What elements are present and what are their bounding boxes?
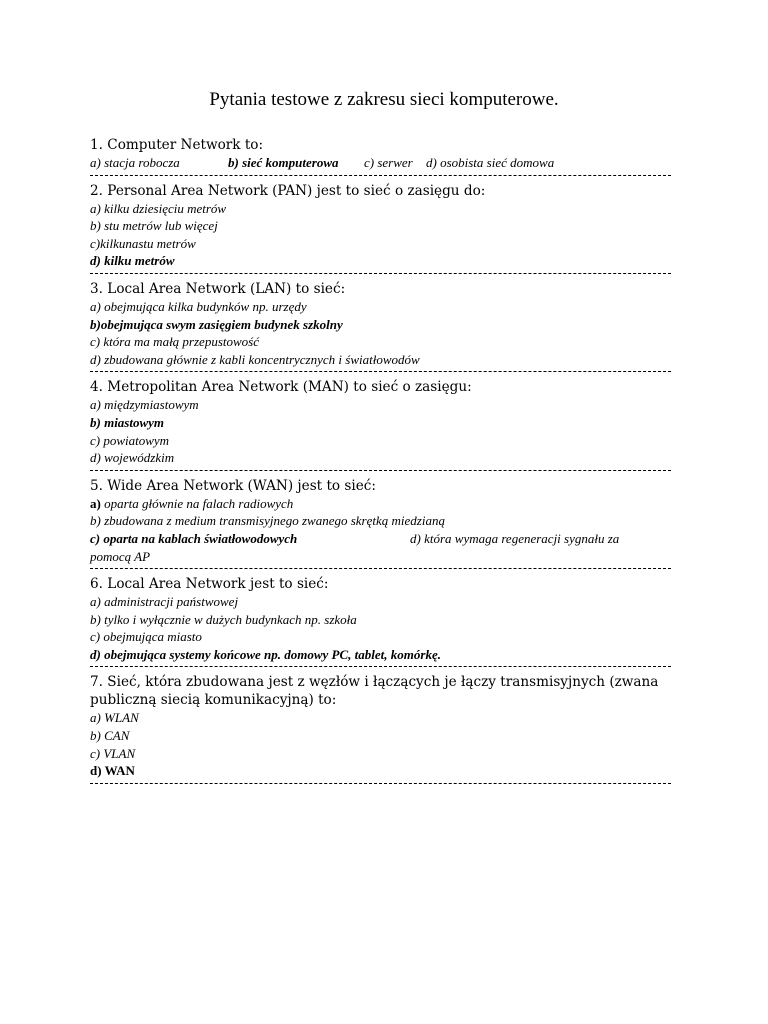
answer-c: c) VLAN bbox=[90, 745, 136, 761]
answer-a: a) kilku dziesięciu metrów bbox=[90, 200, 227, 216]
answer-d-continuation: pomocą AP bbox=[90, 548, 151, 564]
question-text: 3. Local Area Network (LAN) to sieć: bbox=[90, 280, 346, 297]
answer-c-correct: c) oparta na kablach światłowodowych bbox=[90, 530, 298, 546]
question-text: 6. Local Area Network jest to sieć: bbox=[90, 576, 329, 593]
answer-b: b) zbudowana z medium transmisyjnego zwanego skrętką miedzianą bbox=[90, 513, 445, 529]
answer-a-text: oparta głównie na falach radiowych bbox=[100, 495, 294, 511]
answer-d: d) zbudowana głównie z kabli koncentrycznych i światłowodów bbox=[90, 351, 420, 367]
question-text: 4. Metropolitan Area Network (MAN) to sieć o zasięgu: bbox=[90, 379, 472, 396]
answer-c: c) obejmująca miasto bbox=[90, 629, 202, 645]
answer-d-correct: d) obejmująca systemy końcowe np. domowy PC, tablet, komórkę. bbox=[90, 646, 441, 662]
question-text: 5. Wide Area Network (WAN) jest to sieć: bbox=[90, 477, 376, 494]
answer-d-correct: d) kilku metrów bbox=[90, 253, 175, 269]
question-text: 7. Sieć, która zbudowana jest z węzłów i łączących je łączy transmisyjnych (zwana publiczną siecią komunikacyjną) to: bbox=[90, 674, 659, 709]
separator-line bbox=[90, 666, 671, 667]
question-3 bbox=[90, 280, 680, 372]
question-1 bbox=[90, 136, 680, 176]
answer-d: d) wojewódzkim bbox=[90, 450, 175, 466]
answer-d: d) osobista sieć domowa bbox=[426, 155, 555, 170]
answer-d-correct: d) WAN bbox=[90, 763, 135, 779]
answer-b: b) stu metrów lub więcej bbox=[90, 218, 218, 234]
answer-c: c) serwer bbox=[364, 155, 413, 170]
question-5 bbox=[90, 477, 680, 569]
separator-line bbox=[90, 783, 671, 784]
separator-line bbox=[90, 273, 671, 274]
answer-a-mark: a) bbox=[90, 495, 101, 511]
separator-line bbox=[90, 371, 671, 372]
answer-b-correct: b) sieć komputerowa bbox=[228, 155, 339, 170]
answer-a bbox=[90, 495, 680, 513]
answer-c: c) która ma małą przepustowość bbox=[90, 334, 259, 350]
question-4 bbox=[90, 378, 680, 470]
answer-a: a) administracji państwowej bbox=[90, 594, 239, 610]
questions-list bbox=[90, 136, 680, 790]
answer-row bbox=[90, 154, 680, 172]
answer-b-correct: b) miastowym bbox=[90, 414, 165, 430]
answer-b-correct: b)obejmująca swym zasięgiem budynek szkolny bbox=[90, 316, 343, 332]
answer-a: a) WLAN bbox=[90, 710, 139, 726]
question-2 bbox=[90, 182, 680, 274]
question-text: 2. Personal Area Network (PAN) jest to sieć o zasięgu do: bbox=[90, 182, 486, 199]
separator-line bbox=[90, 568, 671, 569]
separator-line bbox=[90, 175, 671, 176]
answer-d: d) która wymaga regeneracji sygnału za bbox=[410, 530, 620, 546]
answer-a: a) obejmująca kilka budynków np. urzędy bbox=[90, 298, 307, 314]
answer-b: b) CAN bbox=[90, 728, 130, 744]
answer-a: a) stacja robocza bbox=[90, 155, 180, 170]
question-text: 1. Computer Network to: bbox=[90, 137, 264, 153]
separator-line bbox=[90, 470, 671, 471]
answer-b: b) tylko i wyłącznie w dużych budynkach np. szkoła bbox=[90, 611, 357, 627]
answer-c: c) powiatowym bbox=[90, 432, 170, 448]
question-7 bbox=[90, 673, 680, 783]
question-6 bbox=[90, 575, 680, 667]
answer-cd-row bbox=[90, 530, 680, 548]
answer-a: a) międzymiastowym bbox=[90, 397, 199, 413]
answer-c: c)kilkunastu metrów bbox=[90, 235, 196, 251]
page-title: Pytania testowe z zakresu sieci komputerowe. bbox=[209, 89, 559, 110]
